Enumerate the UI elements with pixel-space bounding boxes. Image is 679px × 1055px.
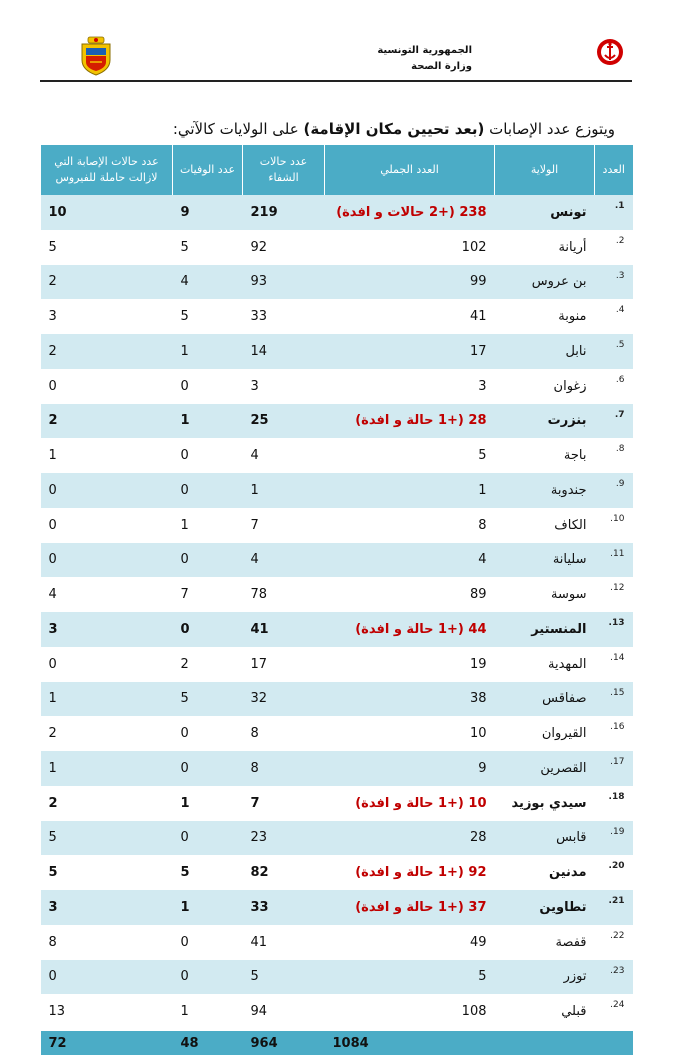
row-index: 14. (595, 647, 633, 682)
row-active: 5 (41, 855, 173, 890)
row-index: 7. (595, 404, 633, 439)
row-deaths: 0 (173, 543, 243, 578)
row-governorate: المنستير (495, 612, 595, 647)
table-row (41, 508, 633, 543)
row-total: 9 (325, 751, 495, 786)
intro-highlight: (بعد تحيين مكان الإقامة) (303, 120, 485, 138)
row-total: 41 (325, 299, 495, 334)
table-row (41, 230, 633, 265)
row-deaths: 1 (173, 334, 243, 369)
row-recovered: 82 (243, 855, 325, 890)
row-recovered: 5 (243, 960, 325, 995)
row-deaths: 5 (173, 855, 243, 890)
row-recovered: 17 (243, 647, 325, 682)
row-index: 2. (595, 230, 633, 265)
row-governorate: توزر (495, 960, 595, 995)
row-total: 10 (+1 حالة و افدة) (325, 786, 495, 821)
row-governorate: صفاقس (495, 682, 595, 717)
row-active: 1 (41, 751, 173, 786)
row-deaths: 0 (173, 716, 243, 751)
row-deaths: 0 (173, 751, 243, 786)
intro-suffix: على الولايات كالآتي: (172, 120, 304, 138)
row-governorate: المهدية (495, 647, 595, 682)
row-index: 11. (595, 543, 633, 578)
row-total: 108 (325, 994, 495, 1030)
row-governorate: قبلي (495, 994, 595, 1030)
row-governorate: سليانة (495, 543, 595, 578)
table-row (41, 404, 633, 439)
row-index: 20. (595, 855, 633, 890)
row-active: 2 (41, 265, 173, 300)
row-deaths: 1 (173, 890, 243, 925)
row-governorate: بنزرت (495, 404, 595, 439)
row-governorate: تطاوين (495, 890, 595, 925)
row-active: 0 (41, 473, 173, 508)
row-deaths: 1 (173, 786, 243, 821)
table-row (41, 195, 633, 230)
row-governorate: قفصة (495, 925, 595, 960)
table-body (41, 195, 633, 1030)
row-governorate: سوسة (495, 577, 595, 612)
ministry-heading (377, 43, 472, 75)
row-total: 49 (325, 925, 495, 960)
row-index: 16. (595, 716, 633, 751)
table-row (41, 960, 633, 995)
row-deaths: 1 (173, 404, 243, 439)
row-deaths: 1 (173, 508, 243, 543)
row-index: 23. (595, 960, 633, 995)
table-row (41, 543, 633, 578)
row-total: 5 (325, 960, 495, 995)
row-deaths: 5 (173, 230, 243, 265)
header-total: العدد الجملي (325, 145, 495, 195)
row-recovered: 1 (243, 473, 325, 508)
row-active: 4 (41, 577, 173, 612)
row-index: 12. (595, 577, 633, 612)
row-active: 1 (41, 438, 173, 473)
row-index: 8. (595, 438, 633, 473)
row-governorate: زغوان (495, 369, 595, 404)
table-row (41, 821, 633, 856)
row-index: 1. (595, 195, 633, 230)
header-recovered: عدد حالات الشفاء (243, 145, 325, 195)
row-total: 19 (325, 647, 495, 682)
table-row (41, 299, 633, 334)
table-row (41, 265, 633, 300)
row-total: 8 (325, 508, 495, 543)
row-index: 9. (595, 473, 633, 508)
totals-label-cell (495, 1030, 633, 1055)
table-row (41, 473, 633, 508)
intro-prefix: ويتوزع عدد الإصابات (484, 120, 615, 138)
row-active: 1 (41, 682, 173, 717)
row-recovered: 33 (243, 890, 325, 925)
row-recovered: 4 (243, 543, 325, 578)
row-recovered: 14 (243, 334, 325, 369)
table-row (41, 612, 633, 647)
row-recovered: 219 (243, 195, 325, 230)
header-governorate: الولاية (495, 145, 595, 195)
row-index: 15. (595, 682, 633, 717)
table-row (41, 369, 633, 404)
totals-total: 1084 (325, 1030, 495, 1055)
row-governorate: القيروان (495, 716, 595, 751)
row-total: 238 (+2 حالات و افدة) (325, 195, 495, 230)
row-total: 3 (325, 369, 495, 404)
header-index: العدد (595, 145, 633, 195)
table-row (41, 577, 633, 612)
row-governorate: قابس (495, 821, 595, 856)
row-total: 10 (325, 716, 495, 751)
totals-deaths: 48 (173, 1030, 243, 1055)
row-total: 28 (325, 821, 495, 856)
row-deaths: 0 (173, 369, 243, 404)
row-deaths: 0 (173, 821, 243, 856)
row-active: 8 (41, 925, 173, 960)
row-active: 3 (41, 890, 173, 925)
row-deaths: 0 (173, 925, 243, 960)
intro-sentence (40, 119, 615, 139)
row-index: 6. (595, 369, 633, 404)
row-active: 0 (41, 508, 173, 543)
row-active: 2 (41, 786, 173, 821)
row-total: 99 (325, 265, 495, 300)
row-active: 0 (41, 543, 173, 578)
row-active: 13 (41, 994, 173, 1030)
row-deaths: 0 (173, 612, 243, 647)
row-index: 5. (595, 334, 633, 369)
row-recovered: 8 (243, 751, 325, 786)
table-row (41, 751, 633, 786)
row-total: 89 (325, 577, 495, 612)
cases-by-governorate-table (40, 145, 633, 1055)
row-deaths: 4 (173, 265, 243, 300)
table-row (41, 682, 633, 717)
row-total: 17 (325, 334, 495, 369)
table-row (41, 994, 633, 1030)
table-row (41, 334, 633, 369)
totals-recovered: 964 (243, 1030, 325, 1055)
row-active: 10 (41, 195, 173, 230)
row-active: 5 (41, 821, 173, 856)
tunisia-coat-of-arms-icon (78, 36, 114, 76)
row-active: 0 (41, 960, 173, 995)
row-active: 2 (41, 716, 173, 751)
row-deaths: 7 (173, 577, 243, 612)
row-governorate: القصرين (495, 751, 595, 786)
row-recovered: 4 (243, 438, 325, 473)
row-active: 3 (41, 299, 173, 334)
row-active: 3 (41, 612, 173, 647)
row-deaths: 0 (173, 960, 243, 995)
totals-row (41, 1030, 633, 1055)
row-deaths: 0 (173, 438, 243, 473)
ministry-label: وزارة الصحة (411, 61, 472, 72)
row-active: 0 (41, 647, 173, 682)
row-recovered: 94 (243, 994, 325, 1030)
row-index: 10. (595, 508, 633, 543)
row-index: 13. (595, 612, 633, 647)
row-deaths: 5 (173, 299, 243, 334)
table-row (41, 438, 633, 473)
row-deaths: 0 (173, 473, 243, 508)
row-recovered: 25 (243, 404, 325, 439)
row-total: 44 (+1 حالة و افدة) (325, 612, 495, 647)
red-crescent-anchor-icon (596, 38, 624, 66)
row-index: 19. (595, 821, 633, 856)
row-governorate: مدنين (495, 855, 595, 890)
row-index: 3. (595, 265, 633, 300)
row-governorate: منوبة (495, 299, 595, 334)
row-index: 18. (595, 786, 633, 821)
row-recovered: 33 (243, 299, 325, 334)
row-active: 2 (41, 334, 173, 369)
republic-label: الجمهورية التونسية (377, 45, 472, 56)
row-active: 5 (41, 230, 173, 265)
row-recovered: 92 (243, 230, 325, 265)
row-recovered: 7 (243, 508, 325, 543)
row-total: 38 (325, 682, 495, 717)
row-deaths: 2 (173, 647, 243, 682)
row-total: 1 (325, 473, 495, 508)
table-header-row (41, 145, 633, 195)
row-governorate: أريانة (495, 230, 595, 265)
row-recovered: 8 (243, 716, 325, 751)
row-governorate: الكاف (495, 508, 595, 543)
totals-active: 72 (41, 1030, 173, 1055)
table-row (41, 855, 633, 890)
row-governorate: جندوبة (495, 473, 595, 508)
page-header (40, 28, 632, 82)
row-total: 37 (+1 حالة و افدة) (325, 890, 495, 925)
row-total: 102 (325, 230, 495, 265)
table-row (41, 716, 633, 751)
row-recovered: 3 (243, 369, 325, 404)
row-recovered: 41 (243, 612, 325, 647)
row-governorate: بن عروس (495, 265, 595, 300)
table-row (41, 890, 633, 925)
header-deaths: عدد الوفيات (173, 145, 243, 195)
row-deaths: 9 (173, 195, 243, 230)
row-governorate: نابل (495, 334, 595, 369)
row-deaths: 5 (173, 682, 243, 717)
row-total: 28 (+1 حالة و افدة) (325, 404, 495, 439)
row-index: 22. (595, 925, 633, 960)
row-recovered: 7 (243, 786, 325, 821)
table-row (41, 786, 633, 821)
table-row (41, 925, 633, 960)
row-total: 4 (325, 543, 495, 578)
row-recovered: 23 (243, 821, 325, 856)
row-active: 2 (41, 404, 173, 439)
row-governorate: تونس (495, 195, 595, 230)
row-recovered: 78 (243, 577, 325, 612)
row-recovered: 93 (243, 265, 325, 300)
row-index: 21. (595, 890, 633, 925)
row-index: 4. (595, 299, 633, 334)
table-row (41, 647, 633, 682)
row-index: 17. (595, 751, 633, 786)
row-governorate: باجة (495, 438, 595, 473)
header-active: عدد حالات الإصابة التي لازالت حاملة للفيروس (41, 145, 173, 195)
row-total: 5 (325, 438, 495, 473)
row-deaths: 1 (173, 994, 243, 1030)
row-active: 0 (41, 369, 173, 404)
row-index: 24. (595, 994, 633, 1030)
row-governorate: سيدي بوزيد (495, 786, 595, 821)
row-recovered: 41 (243, 925, 325, 960)
row-recovered: 32 (243, 682, 325, 717)
row-total: 92 (+1 حالة و افدة) (325, 855, 495, 890)
